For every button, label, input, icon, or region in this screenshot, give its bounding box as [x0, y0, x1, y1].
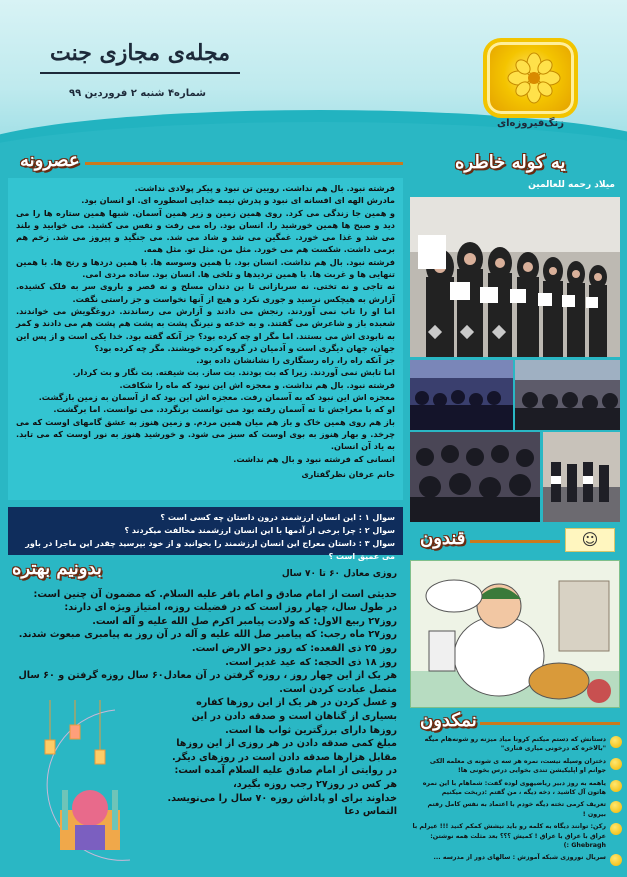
- crescent-mosque-illustration: [20, 700, 150, 870]
- magazine-logo: [483, 38, 578, 118]
- story-paragraph: مادرش الهه ای افسانه ای نبود و پدرش نیمه خدایی اسطوره ای. او انسان بود.: [81, 195, 395, 206]
- fasting-paragraph: در طول سال، چهار روز است که در فضیلت روزه، امتیاز ویژه ای دارند:: [64, 602, 397, 614]
- joke-text: سریال نوروزی شبکه آموزش : سالهای دور از مدرسه ...: [433, 854, 606, 862]
- story-text-block: [8, 178, 403, 500]
- section-title-sweet: قندون: [420, 528, 466, 549]
- photo-students-ceremony: [410, 197, 620, 357]
- fasting-paragraph: خداوند برای او پاداش روزه ۷۰ سال را می‌نویسد. التماس دعا: [167, 792, 397, 818]
- memory-caption: میلاد رحمه للعالمین: [528, 180, 615, 190]
- story-paragraph: معجزه اش این نبود که به آسمان رفت. معجزه اش این بود که از آسمان به زمین بازگشت.: [38, 392, 395, 403]
- joke-text: تعریف کرمی تخته دیگه خودم با اعتماد به نفس کامل رفتم بیرون !: [427, 801, 606, 818]
- question-2: سوال ۲ : چرا برخی از آدمها با این انسان ارزشمند مخالفت میکردند ؟: [124, 526, 395, 535]
- logo-name: زنگ‌فیروزه‌ای: [496, 118, 565, 129]
- question-1: سوال ۱ : این انسان ارزشمند درون داستان چه کسی است ؟: [160, 513, 395, 522]
- section-title-memory: یه کوله خاطره: [455, 152, 566, 173]
- smiley-icon: [610, 823, 622, 835]
- section-bar-sweet: [470, 540, 560, 543]
- fasting-paragraph: روز ۲۵ ذی القعده: که روز دحو الارض است.: [191, 642, 397, 654]
- joke-item: [410, 853, 622, 866]
- section-title-learn: بدونیم بهتره: [12, 558, 102, 579]
- story-paragraph: اما او را تاب نمی آوردند. رنجش می دادند و آزارش می رساندند. دروغگویش می خواندند. شعبده باز و شاعرش می گفتند. و به خدعه و نیرنگ پشت به پشت هم پشت هم می دادند و کمر به نابودی اش می بستند. اما مگر او چه کرده بود؟ جز آنکه گفته بود. خدا یکی است و از پس این جهان، جهان دیگری است و آدمیان در گروه کرده خویشند. مگر چه کرده بود؟: [16, 305, 395, 353]
- fasting-paragraph: و غسل کردن در هر یک از این روزها کفاره بسیاری از گناهان است و صدقه دادن در این روزها دارای برزگترین ثواب ها است.: [191, 697, 397, 736]
- joke-item: [410, 757, 622, 776]
- smiley-note: ☺: [565, 528, 615, 552]
- joke-item: [410, 779, 622, 798]
- section-title-story: عصرونه: [20, 150, 80, 171]
- question-3: سوال ۳ : داستان معراج این انسان ارزشمند را بخوانید و از خود بپرسید چقدر این ماجرا در باور می عمیق است ؟: [25, 539, 395, 561]
- joke-text: دختران وسیله نیست، نمره هر سه ی شونه ی معلمه الکی جوانم او اپلیکیشن تندی بخوایی درس بخونی ها!: [429, 757, 606, 775]
- fasting-paragraph: روز ۱۸ ذی الحجه: که عید غدیر است.: [225, 656, 397, 668]
- story-paragraph: نه تاجی و نه تختی. نه سربازانی تا بن دندان مسلح و نه قصر و باروی سر به فلک کشیده. آزارش به هیچکس نرسید و جوری نکرد و هیچ از آنها نخواست و جز راستی نگفت.: [16, 281, 395, 304]
- issue-line: شماره۴ شنبه ۲ فروردین ۹۹: [68, 88, 206, 99]
- joke-item: [410, 800, 622, 819]
- cartoon-image: [410, 561, 619, 708]
- jokes-list: [410, 735, 622, 875]
- story-author: خانم عرفان نظرگفتاری: [301, 469, 395, 479]
- photo-image: [410, 360, 513, 430]
- story-questions: [8, 507, 403, 561]
- fasting-paragraph: هر کس در روز۲۷ رجب روزه بگیرد،: [233, 778, 397, 790]
- section-bar-salty: [480, 722, 620, 725]
- story-paragraph: فرشته نبود. بال هم نداشت. و معجزه اش این نبود که ماه را شکافت.: [119, 379, 395, 390]
- story-paragraph: انسانی که فرشته نبود و بال هم نداشت.: [233, 453, 395, 464]
- cartoon-illustration: [410, 560, 620, 708]
- joke-text: یاهمه به روز دبیر ریاضیهوی لوده گفت: شماهام با این نمره هاتون آل کاشید ، دخه دیگه ، من گفتم :دریخت میکنیم: [422, 779, 606, 797]
- section-bar-story: [85, 162, 403, 165]
- joke-item: [410, 735, 622, 754]
- smiley-icon: [610, 758, 622, 770]
- section-title-salty: نمکدون: [420, 710, 477, 731]
- photo-hall-1: [515, 360, 620, 430]
- fasting-paragraph: روز۲۷ ماه رجب: که پیامبر صل الله علیه و آله در آن روز به پیامبری مبعوث شدند.: [18, 629, 397, 641]
- photo-image: [515, 360, 620, 430]
- photo-hall-2: [410, 360, 513, 430]
- fasting-subtitle: روزی معادل ۶۰ تا ۷۰ سال: [281, 569, 397, 579]
- story-paragraph: و همین جا زندگی می کرد. روی همین زمین و زیر همین آسمان. شبها همین ستاره ها را می دید و صبح ها همین خورشید را. انسان بود. راه می رفت و نفس می کشید. می خوابید و بلند می شد و غذا می خورد. غمگین می شد و شاد می شد. می جنگید و پیروز می شد. زخم هم برمی داشت. شکست هم می خورد. مثل من. مثل تو. مثل همه.: [16, 207, 395, 255]
- photo-stage: [543, 432, 620, 522]
- photo-image: [410, 197, 620, 357]
- photo-audience: [410, 432, 540, 522]
- joke-item: [410, 822, 622, 850]
- joke-text: دستانش که دستم میکنم کرونا میاد میزنه رو شونه‌هام میگه "بالاخره که درخونی میاری قناری": [424, 736, 606, 753]
- title-underline: [40, 72, 240, 74]
- magazine-title: مجله‌ی مجازی جنت: [50, 40, 230, 66]
- fasting-paragraph: در روایتی از امام صادق علیه السلام آمده است:: [174, 765, 397, 777]
- story-paragraph: فرشته نبود. بال هم نداشت. رویین تن نبود و پیکر پولادی نداشت.: [134, 183, 395, 193]
- smiley-icon: [610, 854, 622, 866]
- smiley-icon: [610, 780, 622, 792]
- story-paragraph: جز آنکه راه را، راه رستگاری را نشانشان داده بود.: [196, 355, 395, 366]
- joke-text: رکن: توانند دیگاه به کلمه رو باید نیشش کمکم کنید !!! عیرلم با عراق با عراق با عراق ! کمیش ؟؟؟ بعد مثلت همه نوشتن: Ghebragh :): [412, 823, 606, 850]
- fasting-paragraph: مبلغ کمی صدقه دادن در هر روزی از این روزها مقابل هزارها صدقه دادن است در روزهای دیگر.: [171, 738, 397, 763]
- fasting-paragraph: روز۲۷ ربیع الاول: که ولادت پیامبر اکرم صل الله علیه و آله است.: [92, 615, 397, 627]
- fasting-paragraph: هر یک از این چهار روز ، روزه گرفتن در آن معادل۶۰ سال روزه گرفتن و ۶۰ سال متصل عبادت کردن است.: [18, 670, 397, 695]
- flower-icon: [505, 52, 563, 104]
- smiley-icon: [610, 736, 622, 748]
- story-paragraph: اما تابش نمی آوردند. زیرا که بت بودند. بت ساز. بت شیفته. بت نگار و بت کردار.: [72, 367, 395, 378]
- story-paragraph: او که با معراجش تا ته آسمان رفته بود می توانست برنگردد. می توانست. اما برگشت.: [53, 404, 395, 415]
- fasting-paragraph: حدیثی است از امام صادق و امام باقر علیه السلام. که مضمون آن چنین است:: [33, 588, 397, 600]
- photo-image: [543, 432, 620, 522]
- story-paragraph: فرشته نبود. بال هم نداشت. انسان بود. با همین وسوسه ها. با همین دردها و رنج ها. با همین تنهایی ها و غربت ها. با همین تردیدها و تلخی ها. انسان بود. ساده مردی امی.: [16, 256, 395, 280]
- photo-image: [410, 432, 540, 522]
- story-paragraph: باز هم روی همین خاک و باز هم میان همین مردم. و زمین هنوز به عشق گامهای اوست که می چرخد. و بهار هنوز به بوی اوست که سبز می شود. و خورشید هنوز به نور اوست که می تابد. به یاد آن انسان.: [16, 416, 395, 452]
- smiley-icon: [610, 801, 622, 813]
